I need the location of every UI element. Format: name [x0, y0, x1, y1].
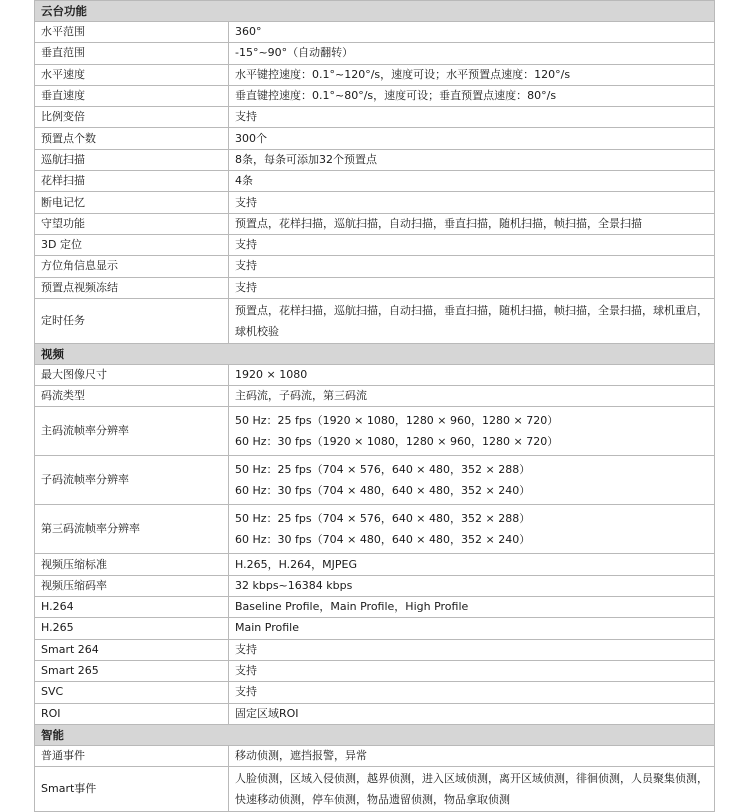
spec-value-line: 50 Hz：25 fps（704 × 576，640 × 480，352 × 288）: [235, 512, 531, 526]
spec-label: 第三码流帧率分辨率: [35, 505, 229, 554]
spec-row: [35, 22, 715, 43]
section-header: [35, 1, 715, 22]
spec-value: [229, 639, 715, 660]
spec-value: [229, 386, 715, 407]
spec-value-line: 移动侦测，遮挡报警，异常: [235, 748, 367, 762]
spec-row: [35, 597, 715, 618]
spec-value: [229, 85, 715, 106]
spec-label: Smart 264: [35, 639, 229, 660]
spec-value-line: 支持: [235, 110, 257, 124]
spec-label: 普通事件: [35, 745, 229, 766]
spec-label: 水平范围: [35, 22, 229, 43]
spec-value: [229, 43, 715, 64]
spec-value: [229, 364, 715, 385]
spec-label: 垂直速度: [35, 85, 229, 106]
spec-value-line: 1920 × 1080: [235, 368, 308, 381]
spec-label: 定时任务: [35, 298, 229, 343]
spec-value: [229, 107, 715, 128]
spec-label: 方位角信息显示: [35, 256, 229, 277]
section-title: 云台功能: [35, 1, 715, 22]
spec-label: H.264: [35, 597, 229, 618]
spec-value-line: 预置点，花样扫描，巡航扫描，自动扫描，垂直扫描，随机扫描，帧扫描，全景扫描: [235, 216, 642, 230]
spec-label: 巡航扫描: [35, 149, 229, 170]
spec-label: 预置点个数: [35, 128, 229, 149]
spec-value-line: 60 Hz：30 fps（704 × 480，640 × 480，352 × 240）: [235, 533, 531, 547]
spec-value-line: Baseline Profile，Main Profile，High Profile: [235, 600, 469, 614]
section-title: 智能: [35, 724, 715, 745]
spec-value-line: 60 Hz：30 fps（704 × 480，640 × 480，352 × 240）: [235, 484, 531, 498]
spec-value-line: H.265，H.264，MJPEG: [235, 557, 357, 571]
spec-label: 花样扫描: [35, 171, 229, 192]
spec-label: 垂直范围: [35, 43, 229, 64]
spec-row: [35, 234, 715, 255]
spec-row: [35, 128, 715, 149]
spec-row: [35, 554, 715, 575]
spec-value: [229, 682, 715, 703]
spec-label: ROI: [35, 703, 229, 724]
spec-value-line: 60 Hz：30 fps（1920 × 1080，1280 × 960，1280 × 720）: [235, 435, 559, 449]
spec-row: [35, 407, 715, 456]
spec-row: [35, 192, 715, 213]
spec-value: [229, 407, 715, 456]
spec-value: 预置点，花样扫描，巡航扫描，自动扫描，垂直扫描，随机扫描，帧扫描，全景扫描，球机重启，球机校验: [229, 298, 715, 343]
spec-label: 3D 定位: [35, 234, 229, 255]
spec-value: [229, 745, 715, 766]
spec-value-line: 4条: [235, 174, 253, 188]
spec-value-line: 支持: [235, 195, 257, 209]
spec-value: [229, 213, 715, 234]
spec-label: SVC: [35, 682, 229, 703]
spec-value: [229, 128, 715, 149]
spec-value: [229, 505, 715, 554]
spec-value-line: Main Profile: [235, 621, 299, 635]
spec-value: [229, 64, 715, 85]
spec-value-line: 支持: [235, 642, 257, 656]
spec-row: [35, 364, 715, 385]
spec-label: 最大图像尺寸: [35, 364, 229, 385]
spec-value: [229, 256, 715, 277]
spec-value: [229, 703, 715, 724]
spec-value: 人脸侦测，区域入侵侦测，越界侦测，进入区域侦测，离开区域侦测，徘徊侦测，人员聚集侦测，快速移动侦测，停车侦测，物品遗留侦测，物品拿取侦测: [229, 767, 715, 812]
spec-row: [35, 298, 715, 343]
spec-label: 视频压缩标准: [35, 554, 229, 575]
spec-value: [229, 618, 715, 639]
spec-label: 水平速度: [35, 64, 229, 85]
spec-row: [35, 149, 715, 170]
spec-row: [35, 745, 715, 766]
spec-value: [229, 22, 715, 43]
spec-value-line: 50 Hz：25 fps（704 × 576，640 × 480，352 × 288）: [235, 463, 531, 477]
spec-row: [35, 386, 715, 407]
spec-value-line: 360°: [235, 25, 262, 39]
spec-value-line: 8条，每条可添加32个预置点: [235, 152, 377, 166]
spec-value-line: 支持: [235, 238, 257, 252]
spec-label: 比例变倍: [35, 107, 229, 128]
spec-row: [35, 277, 715, 298]
spec-value: [229, 597, 715, 618]
spec-row: [35, 213, 715, 234]
spec-value: [229, 575, 715, 596]
spec-row: [35, 618, 715, 639]
spec-value-line: 支持: [235, 259, 257, 273]
spec-label: Smart事件: [35, 767, 229, 812]
section-title: 视频: [35, 343, 715, 364]
section-header: [35, 724, 715, 745]
spec-row: [35, 682, 715, 703]
spec-value: [229, 171, 715, 192]
spec-label: 码流类型: [35, 386, 229, 407]
spec-label: Smart 265: [35, 660, 229, 681]
spec-row: [35, 767, 715, 812]
spec-label: 子码流帧率分辨率: [35, 456, 229, 505]
spec-row: [35, 256, 715, 277]
spec-value-line: 支持: [235, 685, 257, 699]
spec-value-line: 支持: [235, 664, 257, 678]
spec-row: [35, 85, 715, 106]
spec-value-line: 主码流，子码流，第三码流: [235, 389, 367, 403]
spec-value: [229, 554, 715, 575]
section-header: [35, 343, 715, 364]
spec-table-body: [35, 1, 715, 812]
spec-value: [229, 277, 715, 298]
spec-label: 守望功能: [35, 213, 229, 234]
spec-table: [34, 0, 715, 812]
spec-row: [35, 456, 715, 505]
spec-row: [35, 575, 715, 596]
spec-value-line: 水平键控速度：0.1°~120°/s，速度可设；水平预置点速度：120°/s: [235, 67, 571, 81]
spec-value-line: 垂直键控速度：0.1°~80°/s，速度可设；垂直预置点速度：80°/s: [235, 89, 557, 103]
spec-value: [229, 456, 715, 505]
spec-label: 预置点视频冻结: [35, 277, 229, 298]
spec-value-line: 50 Hz：25 fps（1920 × 1080，1280 × 960，1280 × 720）: [235, 414, 559, 428]
spec-row: [35, 703, 715, 724]
spec-row: [35, 505, 715, 554]
spec-value-line: 32 kbps~16384 kbps: [235, 578, 353, 592]
spec-label: 视频压缩码率: [35, 575, 229, 596]
spec-row: [35, 639, 715, 660]
spec-value: [229, 660, 715, 681]
spec-value: [229, 149, 715, 170]
spec-row: [35, 660, 715, 681]
spec-row: [35, 43, 715, 64]
spec-value-line: 固定区域ROI: [235, 706, 299, 720]
spec-label: 断电记忆: [35, 192, 229, 213]
spec-label: H.265: [35, 618, 229, 639]
spec-row: [35, 171, 715, 192]
spec-value: [229, 234, 715, 255]
spec-label: 主码流帧率分辨率: [35, 407, 229, 456]
spec-value-line: -15°~90°（自动翻转）: [235, 46, 354, 60]
spec-value-line: 300个: [235, 131, 267, 145]
spec-row: [35, 107, 715, 128]
spec-value: [229, 192, 715, 213]
spec-value-line: 支持: [235, 280, 257, 294]
spec-row: [35, 64, 715, 85]
